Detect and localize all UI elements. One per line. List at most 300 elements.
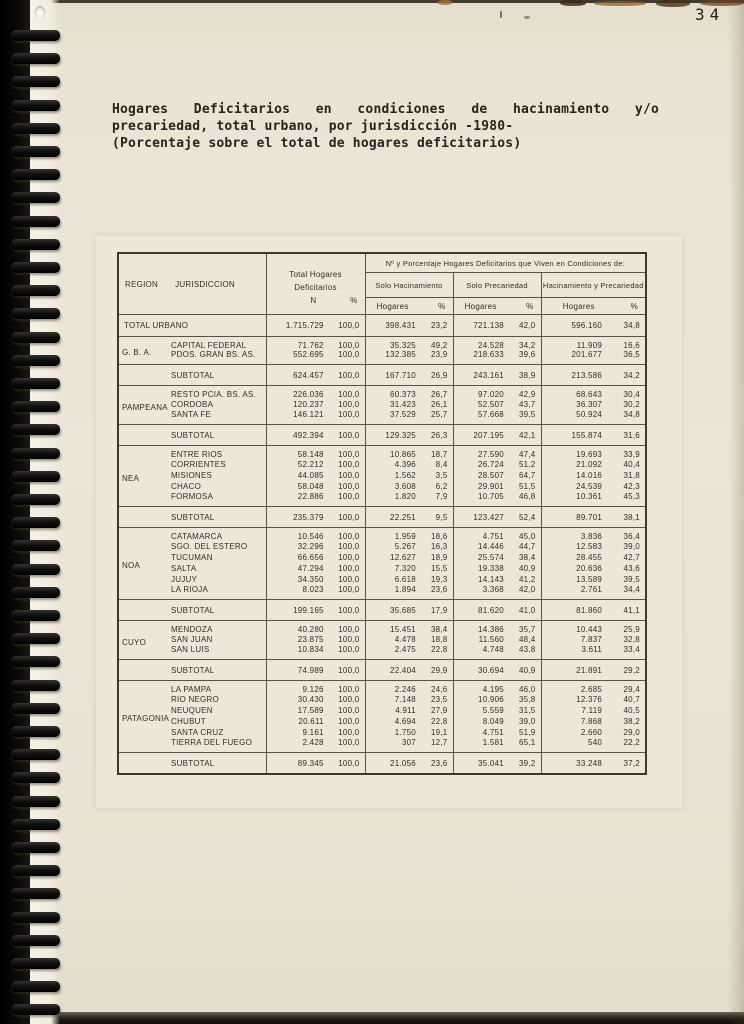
- binding-tooth: [11, 30, 60, 41]
- table-cell: [453, 552, 541, 563]
- header-conditions-title: Nº y Porcentaje Hogares Deficitarios que Viven en Condiciones de:: [365, 253, 646, 273]
- binding-tooth: [11, 772, 60, 783]
- table-cell: [365, 470, 453, 481]
- cell-value: 81.620: [478, 605, 504, 615]
- cell-value: 207.195: [473, 430, 504, 440]
- cell-pct: 17,9: [430, 605, 448, 615]
- table-cell: [453, 681, 541, 695]
- table-cell: [365, 574, 453, 585]
- cell-value: 2.685: [580, 685, 603, 694]
- table-cell: [541, 716, 646, 727]
- table-cell: [365, 585, 453, 600]
- cell-pct: 34,2: [518, 341, 536, 350]
- cell-value: 8.049: [482, 717, 504, 726]
- cell-pct: 38,4: [430, 625, 448, 634]
- cell-value: 201.677: [571, 350, 603, 359]
- total-urbano-body: [118, 315, 646, 337]
- cell-value: 1.894: [394, 585, 416, 594]
- region-spacer: [118, 425, 166, 446]
- cell-pct: 45,3: [623, 492, 641, 501]
- cell-pct: 100,0: [338, 605, 360, 615]
- cell-value: 167.710: [385, 370, 416, 380]
- cell-pct: 29,4: [623, 685, 641, 694]
- table-cell: [365, 446, 453, 460]
- cell-value: 3.836: [580, 532, 603, 541]
- cell-value: 7.868: [580, 717, 603, 726]
- cell-pct: 40,5: [623, 706, 641, 715]
- cell-pct: 100,0: [338, 553, 360, 562]
- subtotal-row: [118, 507, 646, 528]
- binding-tooth: [11, 796, 60, 807]
- binding-tooth: [11, 633, 60, 644]
- cell-pct: 42,7: [623, 553, 641, 562]
- table-cell: [541, 492, 646, 507]
- cell-value: 9.126: [302, 685, 324, 694]
- page-number: 34: [695, 5, 725, 24]
- cell-pct: 29,9: [430, 665, 448, 675]
- cell-pct: 34,2: [623, 370, 641, 380]
- cell-value: 36.307: [576, 400, 603, 409]
- jurisdiction-label: TUCUMAN: [166, 552, 266, 563]
- cell-pct: 8,4: [435, 460, 448, 469]
- cell-pct: 30,4: [623, 390, 641, 399]
- table-cell: [453, 481, 541, 492]
- cell-value: 7.119: [581, 706, 603, 715]
- cell-pct: 34,4: [623, 585, 641, 594]
- cell-pct: 100,0: [338, 430, 360, 440]
- header-hogares-pct-2: [453, 298, 541, 315]
- table-cell: [541, 574, 646, 585]
- cell-pct: 48,4: [518, 635, 536, 644]
- table-row: [118, 574, 646, 585]
- cell-value: 35.685: [390, 605, 416, 615]
- cell-pct: 40,7: [623, 695, 641, 704]
- cell-value: 5.559: [482, 706, 504, 715]
- cell-value: 12.376: [576, 695, 603, 704]
- cell-pct: 42,0: [518, 585, 536, 594]
- cell-pct: 100,0: [338, 370, 360, 380]
- cell-value: 22.886: [297, 492, 324, 501]
- cell-pct: 31,6: [623, 430, 641, 440]
- table-cell: [365, 645, 453, 660]
- table-cell: [266, 481, 365, 492]
- cell-pct: 45,0: [518, 532, 536, 541]
- binding-tooth: [11, 958, 60, 969]
- table-row: [118, 645, 646, 660]
- table-cell: [365, 492, 453, 507]
- cell-pct: 6,2: [435, 482, 448, 491]
- cell-pct: 39,5: [518, 410, 536, 419]
- binding-tooth: [11, 564, 60, 575]
- binding-tooth: [11, 610, 60, 621]
- cell-pct: 100,0: [338, 492, 360, 501]
- cell-value: 721.138: [473, 321, 504, 330]
- cell-pct: 27,9: [430, 706, 448, 715]
- cell-pct: 42,9: [518, 390, 536, 399]
- cell-value: 29.901: [478, 482, 504, 491]
- cell-value: 28.507: [478, 471, 504, 480]
- table-row: [118, 541, 646, 552]
- region-spacer: [118, 753, 166, 775]
- cell-value: 19.693: [576, 450, 603, 459]
- cell-value: 7.837: [580, 635, 603, 644]
- cell-pct: 100,0: [338, 564, 360, 573]
- table-cell: [541, 621, 646, 635]
- cell-value: 146.121: [293, 410, 324, 419]
- cell-value: 58.048: [297, 482, 324, 491]
- cell-value: 58.148: [297, 450, 324, 459]
- cell-pct: 35,8: [518, 695, 536, 704]
- binding-tooth: [11, 819, 60, 830]
- cell-pct: 39,5: [623, 575, 641, 584]
- table-cell: [365, 337, 453, 351]
- table-row: [118, 727, 646, 738]
- scan-bottom-edge: [0, 1012, 744, 1024]
- cell-pct: 22,8: [430, 645, 448, 654]
- cell-value: 23.875: [297, 635, 324, 644]
- table-cell: [266, 399, 365, 410]
- jurisdiction-label: CHACO: [166, 481, 266, 492]
- region-label: PAMPEANA: [118, 386, 166, 425]
- cell-pct: 32,8: [623, 635, 641, 644]
- binding-tooth: [11, 448, 60, 459]
- cell-value: 30.694: [478, 665, 504, 675]
- table-cell: [453, 738, 541, 753]
- cell-value: 4.195: [482, 685, 504, 694]
- cell-pct: 44,7: [518, 542, 536, 551]
- table-cell: [541, 563, 646, 574]
- table-cell: [541, 681, 646, 695]
- cell-value: 10.705: [478, 492, 504, 501]
- cell-pct: 42,1: [518, 430, 536, 440]
- cell-pct: 35,7: [518, 625, 536, 634]
- cell-pct: 100,0: [338, 350, 360, 359]
- cell-value: 81.860: [576, 605, 603, 615]
- cell-value: 540: [588, 738, 603, 747]
- binding-tooth: [11, 494, 60, 505]
- cell-pct: 38,4: [518, 553, 536, 562]
- table-row: [118, 621, 646, 635]
- table-row: [118, 399, 646, 410]
- table-cell: [453, 410, 541, 425]
- cell-pct: 18,7: [430, 450, 448, 459]
- cell-value: 307: [401, 738, 416, 747]
- table-cell: [541, 528, 646, 542]
- cell-pct: 100,0: [338, 758, 360, 768]
- table-cell: [453, 399, 541, 410]
- cell-pct: 18,8: [430, 635, 448, 644]
- binding-tooth: [11, 355, 60, 366]
- cell-pct: 52,4: [518, 512, 536, 522]
- binding-tooth: [11, 749, 60, 760]
- table-cell: [541, 386, 646, 400]
- table-cell: [365, 425, 453, 446]
- subtotal-label: SUBTOTAL: [166, 660, 266, 681]
- table-cell: [541, 446, 646, 460]
- stain-mark: [656, 0, 690, 7]
- cell-value: 2.475: [394, 645, 416, 654]
- table-cell: [541, 634, 646, 645]
- pen-mark: [500, 11, 502, 18]
- header-solo-hacinamiento: Solo Hacinamiento: [365, 273, 453, 298]
- table-cell: [541, 481, 646, 492]
- cell-value: 4.751: [482, 728, 504, 737]
- cell-pct: 9,5: [435, 512, 448, 522]
- table-row: [118, 492, 646, 507]
- cell-pct: 23,2: [430, 321, 448, 330]
- table-cell: [266, 492, 365, 507]
- table-cell: [453, 446, 541, 460]
- cell-pct: 18,9: [430, 553, 448, 562]
- cell-value: 13.589: [576, 575, 603, 584]
- table-cell: [541, 738, 646, 753]
- cell-pct: 100,0: [338, 585, 360, 594]
- table-cell: [541, 694, 646, 705]
- binding-tooth: [11, 1004, 60, 1015]
- table-cell: [266, 660, 365, 681]
- table-row: [118, 563, 646, 574]
- cell-pct: 100,0: [338, 717, 360, 726]
- table-cell: [266, 600, 365, 621]
- document-title: [112, 101, 659, 152]
- cell-value: 19.338: [478, 564, 504, 573]
- binding-tooth: [11, 981, 60, 992]
- cell-value: 3.611: [581, 645, 603, 654]
- table-cell: [453, 350, 541, 365]
- jurisdiction-label: SANTA CRUZ: [166, 727, 266, 738]
- cell-value: 4.748: [482, 645, 504, 654]
- table-cell: [453, 621, 541, 635]
- cell-pct: 34,8: [623, 321, 641, 330]
- cell-pct: 31,5: [518, 706, 536, 715]
- header-region-jurisdiccion: [118, 253, 266, 315]
- table-cell: [453, 365, 541, 386]
- jurisdiction-label: CAPITAL FEDERAL: [166, 337, 266, 351]
- cell-value: 28.455: [576, 553, 603, 562]
- cell-value: 31.423: [390, 400, 416, 409]
- table-cell: [453, 694, 541, 705]
- cell-value: 398.431: [385, 321, 416, 330]
- cell-value: 25.574: [478, 553, 504, 562]
- cell-value: 17.589: [297, 706, 324, 715]
- cell-value: 129.325: [385, 430, 416, 440]
- cell-pct: 39,0: [623, 542, 641, 551]
- pct-label: %: [526, 301, 534, 311]
- cell-value: 3.608: [394, 482, 416, 491]
- binding-tooth: [11, 262, 60, 273]
- subtotal-label: SUBTOTAL: [166, 365, 266, 386]
- cell-value: 11.560: [478, 635, 504, 644]
- table-cell: [453, 528, 541, 542]
- region-spacer: [118, 600, 166, 621]
- cell-pct: 49,2: [430, 341, 448, 350]
- table-cell: [266, 681, 365, 695]
- cell-value: 24.539: [576, 482, 603, 491]
- table-cell: [266, 350, 365, 365]
- cell-value: 213.586: [571, 370, 603, 380]
- cell-value: 4.694: [394, 717, 416, 726]
- region-spacer: [118, 365, 166, 386]
- jurisdiction-label: LA RIOJA: [166, 585, 266, 600]
- table-cell: [266, 563, 365, 574]
- title-line-1: Hogares Deficitarios en condiciones de hacinamiento y/o: [112, 102, 659, 117]
- cell-pct: 26,3: [430, 430, 448, 440]
- cell-pct: 100,0: [338, 512, 360, 522]
- cell-pct: 22,2: [623, 738, 641, 747]
- subtotal-row: [118, 600, 646, 621]
- cell-value: 4.911: [395, 706, 416, 715]
- table-row: [118, 350, 646, 365]
- table-cell: [453, 459, 541, 470]
- cell-pct: 26,7: [430, 390, 448, 399]
- table-cell: [266, 621, 365, 635]
- cell-pct: 100,0: [338, 665, 360, 675]
- binding-tooth: [11, 308, 60, 319]
- table-cell: [266, 446, 365, 460]
- cell-value: 66.656: [297, 553, 324, 562]
- cell-pct: 51,5: [518, 482, 536, 491]
- binding-tooth: [11, 726, 60, 737]
- subtotal-label: SUBTOTAL: [166, 507, 266, 528]
- cell-value: 52.212: [297, 460, 324, 469]
- cell-value: 34.350: [297, 575, 324, 584]
- cell-pct: 36,5: [623, 350, 641, 359]
- table-cell: [266, 645, 365, 660]
- table-row: [118, 585, 646, 600]
- table-row: [118, 481, 646, 492]
- jurisdiction-label: PDOS. GRAN BS. AS.: [166, 350, 266, 365]
- title-line-2: precariedad, total urbano, por jurisdicción -1980-: [112, 119, 514, 134]
- table-cell: [266, 716, 365, 727]
- table-cell: [365, 541, 453, 552]
- binding-tooth: [11, 424, 60, 435]
- region-group: [118, 528, 646, 621]
- table-cell: [453, 507, 541, 528]
- cell-pct: 43,7: [518, 400, 536, 409]
- cell-value: 7.320: [394, 564, 416, 573]
- cell-pct: 100,0: [338, 390, 360, 399]
- table-cell: [541, 410, 646, 425]
- binding-tooth: [11, 912, 60, 923]
- cell-value: 14.386: [478, 625, 504, 634]
- region-spacer: [118, 660, 166, 681]
- table-cell: [365, 365, 453, 386]
- hogares-label: Hogares: [464, 301, 497, 311]
- jurisdiction-label: SGO. DEL ESTERO: [166, 541, 266, 552]
- header-pct-label: %: [350, 295, 358, 305]
- table-cell: [266, 541, 365, 552]
- cell-pct: 24,6: [430, 685, 448, 694]
- table-cell: [453, 492, 541, 507]
- binding-tooth: [11, 100, 60, 111]
- table-cell: [266, 386, 365, 400]
- cell-pct: 46,0: [518, 685, 536, 694]
- table-cell: [266, 470, 365, 481]
- cell-value: 492.394: [293, 430, 324, 440]
- table-cell: [365, 410, 453, 425]
- table-cell: [541, 753, 646, 775]
- table-cell: [453, 645, 541, 660]
- table-cell: [266, 459, 365, 470]
- cell-pct: 100,0: [338, 341, 360, 350]
- table-row: [118, 386, 646, 400]
- table-row: [118, 705, 646, 716]
- table-cell: [453, 753, 541, 775]
- cell-value: 4.751: [482, 532, 504, 541]
- cell-value: 10.443: [576, 625, 603, 634]
- cell-pct: 100,0: [338, 410, 360, 419]
- cell-value: 1.581: [482, 738, 504, 747]
- table-cell: [453, 574, 541, 585]
- table-cell: [453, 315, 541, 337]
- cell-pct: 100,0: [338, 542, 360, 551]
- cell-pct: 33,9: [623, 450, 641, 459]
- cell-value: 47.294: [297, 564, 324, 573]
- subtotal-label: SUBTOTAL: [166, 425, 266, 446]
- cell-value: 1.715.729: [285, 321, 324, 330]
- cell-pct: 40,9: [518, 665, 536, 675]
- table-cell: [453, 425, 541, 446]
- table-cell: [541, 660, 646, 681]
- cell-value: 40.280: [297, 625, 324, 634]
- cell-value: 89.345: [297, 758, 324, 768]
- cell-value: 3.368: [482, 585, 504, 594]
- cell-pct: 40,4: [623, 460, 641, 469]
- jurisdiction-label: RESTO PCIA. BS. AS.: [166, 386, 266, 400]
- jurisdiction-label: CORDOBA: [166, 399, 266, 410]
- table-cell: [365, 716, 453, 727]
- cell-value: 199.165: [293, 605, 324, 615]
- cell-value: 10.906: [478, 695, 504, 704]
- cell-value: 33.248: [576, 758, 603, 768]
- cell-pct: 26,9: [430, 370, 448, 380]
- table-cell: [365, 705, 453, 716]
- cell-value: 2.246: [394, 685, 416, 694]
- header-n-label: N: [310, 295, 317, 305]
- jurisdiction-label: CHUBUT: [166, 716, 266, 727]
- title-line-3: (Porcentaje sobre el total de hogares deficitarios): [112, 136, 522, 151]
- cell-pct: 29,2: [623, 665, 641, 675]
- stain-mark: [560, 0, 586, 6]
- table-cell: [266, 337, 365, 351]
- table-cell: [541, 365, 646, 386]
- cell-value: 52.507: [478, 400, 504, 409]
- cell-value: 1.820: [394, 492, 416, 501]
- cell-pct: 25,9: [623, 625, 641, 634]
- cell-pct: 33,4: [623, 645, 641, 654]
- cell-value: 11.909: [576, 341, 603, 350]
- cell-value: 71.762: [297, 341, 324, 350]
- table-cell: [266, 528, 365, 542]
- table-cell: [541, 541, 646, 552]
- cell-value: 74.989: [297, 665, 324, 675]
- cell-pct: 41,2: [518, 575, 536, 584]
- binding-tooth: [11, 123, 60, 134]
- cell-value: 32.296: [297, 542, 324, 551]
- cell-pct: 43,8: [518, 645, 536, 654]
- cell-pct: 100,0: [338, 532, 360, 541]
- table-row: [118, 446, 646, 460]
- table-cell: [365, 315, 453, 337]
- header-hogares-pct-1: [365, 298, 453, 315]
- table-cell: [541, 507, 646, 528]
- table-cell: [266, 507, 365, 528]
- binding-tooth: [11, 53, 60, 64]
- table-cell: [541, 645, 646, 660]
- cell-pct: 36,4: [623, 532, 641, 541]
- binding-tooth: [11, 216, 60, 227]
- binding-tooth: [11, 471, 60, 482]
